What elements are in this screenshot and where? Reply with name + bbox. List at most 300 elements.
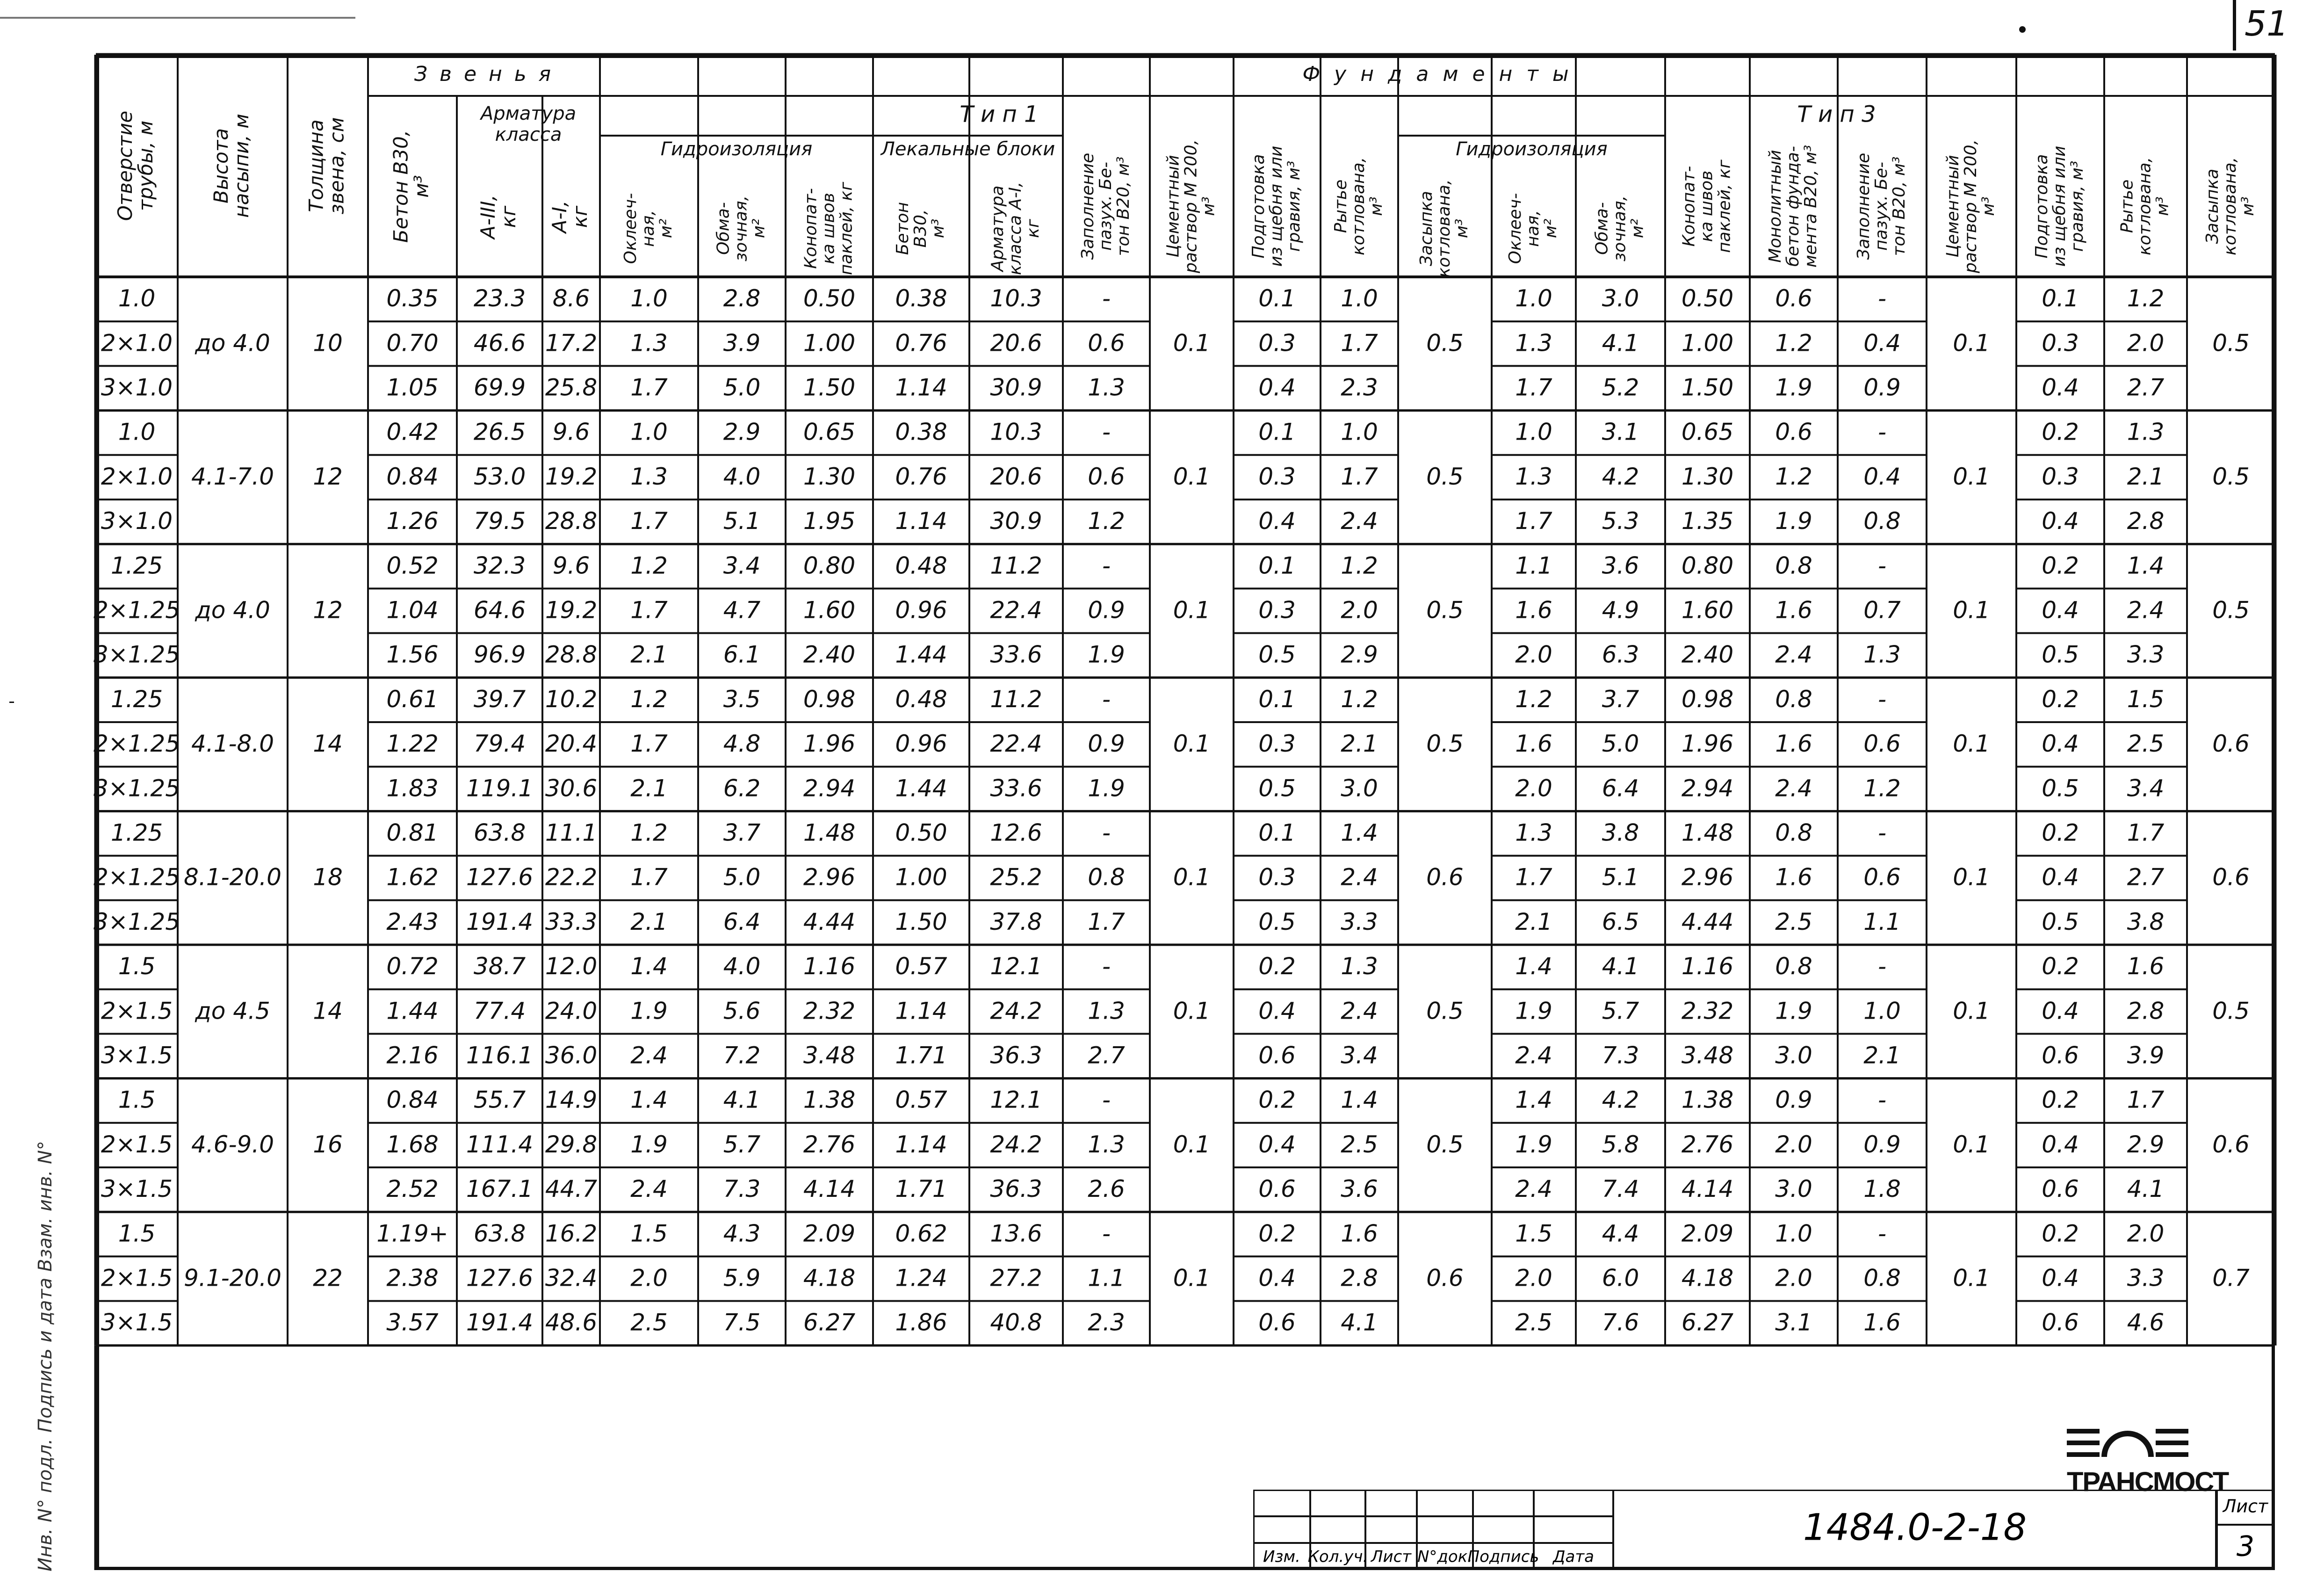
- cell-t1_bet: 0.48: [895, 685, 947, 713]
- cell-t1_ryt: 2.4: [1341, 507, 1378, 535]
- cell-t1_obm: 4.3: [723, 1220, 761, 1247]
- cell-t1_arm: 37.8: [990, 908, 1042, 935]
- cell-t1_ryt: 1.4: [1341, 1086, 1378, 1114]
- cell-t1_ryt: 1.2: [1341, 552, 1378, 579]
- col-header-t3_okl: м²: [1541, 218, 1560, 239]
- cell-t1_zap: -: [1102, 552, 1111, 579]
- cell-t3_ryt: 1.3: [2127, 418, 2165, 446]
- cell-otv: 2×1.25: [93, 596, 180, 624]
- title-label-5: Дата: [1552, 1547, 1595, 1566]
- cell-vys: 4.1-8.0: [191, 730, 274, 758]
- cell-otv: 1.5: [118, 1086, 156, 1114]
- cell-t1_okl: 1.7: [630, 507, 668, 535]
- cell-beton: 3.57: [386, 1309, 439, 1336]
- cell-t3_pod: 0.3: [2042, 463, 2079, 490]
- cell-t1_zap: 0.9: [1088, 730, 1125, 758]
- transmost-logo: [2067, 1415, 2273, 1497]
- cell-t1_bet: 1.00: [895, 863, 947, 891]
- cell-beton: 0.72: [386, 953, 439, 980]
- cell-t3_kon: 4.44: [1681, 908, 1734, 935]
- cell-t3_zap: -: [1877, 685, 1887, 713]
- cell-t1_obm: 4.8: [723, 730, 761, 758]
- cell-t1_bet: 1.14: [895, 1130, 947, 1158]
- col-header-a3: кг: [497, 205, 520, 228]
- col-header-a3: А-III,: [476, 195, 499, 239]
- cell-a3: 63.8: [473, 1220, 526, 1247]
- cell-t1_obm: 4.0: [723, 953, 761, 980]
- cell-t1_arm: 40.8: [990, 1309, 1042, 1336]
- col-header-a1: кг: [569, 205, 592, 228]
- cell-a1: 19.2: [545, 463, 598, 490]
- cell-t3_okl: 1.3: [1515, 819, 1552, 847]
- cell-t1_zap: -: [1102, 285, 1111, 312]
- cell-t1_bet: 0.57: [895, 1086, 947, 1114]
- cell-tol: 14: [313, 997, 343, 1025]
- cell-t3_ryt: 1.6: [2127, 953, 2165, 980]
- col-header-t3_pod: Подготовка: [2032, 154, 2052, 259]
- cell-t1_zap: 2.3: [1088, 1309, 1125, 1336]
- cell-t3_ryt: 2.0: [2127, 1220, 2165, 1247]
- logo-wordmark: ТРАНСМОСТ: [2067, 1467, 2229, 1497]
- cell-t1_pod: 0.1: [1258, 418, 1296, 446]
- cell-a1: 32.4: [545, 1264, 598, 1292]
- cell-t3_obm: 7.4: [1602, 1175, 1639, 1203]
- cell-a3: 64.6: [473, 596, 526, 624]
- cell-a1: 48.6: [545, 1309, 598, 1336]
- cell-a3: 23.3: [473, 285, 526, 312]
- col-header-vys: Высота: [209, 128, 232, 203]
- cell-t3_kon: 0.65: [1681, 418, 1734, 446]
- cell-t1_pod: 0.2: [1258, 953, 1296, 980]
- cell-t1_pod: 0.6: [1258, 1175, 1296, 1203]
- cell-a1: 44.7: [545, 1175, 598, 1203]
- cell-t3_okl: 2.0: [1515, 1264, 1552, 1292]
- cell-tol: 12: [313, 596, 343, 624]
- cell-t3_zap: 0.9: [1863, 1130, 1901, 1158]
- cell-beton: 1.83: [386, 775, 439, 802]
- col-header-otv: трубы, м: [134, 120, 158, 211]
- cell-t1_zap: 0.8: [1088, 863, 1125, 891]
- cell-t1_pod: 0.6: [1258, 1309, 1296, 1336]
- cell-t1_kon: 1.48: [803, 819, 856, 847]
- cell-t1_okl: 1.9: [630, 997, 668, 1025]
- cell-t3_okl: 1.6: [1515, 730, 1552, 758]
- cell-t1_arm: 24.2: [990, 1130, 1042, 1158]
- col-header-t1_arm: Арматура: [988, 185, 1008, 272]
- cell-t3_ryt: 1.2: [2127, 285, 2165, 312]
- cell-t1_bet: 0.76: [895, 329, 947, 357]
- cell-otv: 2×1.5: [101, 1264, 173, 1292]
- col-header-t1_bet: В30,: [911, 209, 930, 248]
- cell-t3_zap: -: [1877, 285, 1887, 312]
- cell-t3_okl: 1.5: [1515, 1220, 1552, 1247]
- cell-t3_mon: 3.0: [1775, 1175, 1812, 1203]
- cell-t3_zap: 1.3: [1863, 641, 1901, 668]
- cell-t3_mon: 1.9: [1775, 997, 1812, 1025]
- cell-t3_kon: 2.96: [1681, 863, 1734, 891]
- cell-beton: 0.61: [386, 685, 439, 713]
- col-header-t1_okl: ная,: [639, 210, 658, 247]
- cell-t3_kon: 3.48: [1681, 1042, 1734, 1069]
- cell-a3: 119.1: [466, 775, 534, 802]
- col-header-t3_zap: тон В20, м³: [1889, 156, 1909, 256]
- cell-t3_kon: 1.60: [1681, 596, 1734, 624]
- col-header-t1_zas: м³: [1452, 218, 1472, 239]
- col-header-t1_obm: м²: [749, 218, 769, 239]
- cell-t1_okl: 1.0: [630, 285, 668, 312]
- cell-t1_okl: 2.4: [630, 1042, 668, 1069]
- cell-t1_bet: 1.71: [895, 1175, 947, 1203]
- col-header-t1_kon: Конопат-: [801, 188, 821, 269]
- cell-t1_ryt: 2.0: [1341, 596, 1378, 624]
- header-lekal: Лекальные блоки: [881, 138, 1055, 160]
- cell-a1: 25.8: [545, 374, 598, 401]
- cell-t1_obm: 2.9: [723, 418, 761, 446]
- cell-t1_ryt: 3.4: [1341, 1042, 1378, 1069]
- cell-beton: 2.16: [386, 1042, 439, 1069]
- cell-t1_pod: 0.5: [1258, 775, 1296, 802]
- cell-t1_bet: 1.86: [895, 1309, 947, 1336]
- cell-t1_okl: 1.7: [630, 730, 668, 758]
- cell-beton: 0.35: [386, 285, 439, 312]
- cell-t1_obm: 5.0: [723, 374, 761, 401]
- cell-t3_zap: -: [1877, 953, 1887, 980]
- cell-t1_obm: 3.7: [723, 819, 761, 847]
- col-header-t1_pod: Подготовка: [1249, 154, 1269, 259]
- cell-t1_bet: 0.38: [895, 285, 947, 312]
- cell-t3_kon: 2.40: [1681, 641, 1734, 668]
- cell-t3_ryt: 2.7: [2127, 374, 2165, 401]
- cell-t3_zap: 2.1: [1863, 1042, 1901, 1069]
- cell-t3_ryt: 2.1: [2127, 463, 2165, 490]
- header-tip3: Т и п 3: [1797, 101, 1876, 128]
- cell-t3_obm: 5.8: [1602, 1130, 1639, 1158]
- cell-beton: 1.68: [386, 1130, 439, 1158]
- cell-t3_pod: 0.6: [2042, 1309, 2079, 1336]
- cell-a1: 36.0: [545, 1042, 598, 1069]
- cell-t3_kon: 2.09: [1681, 1220, 1734, 1247]
- cell-vys: до 4.0: [195, 596, 270, 624]
- cell-t3_obm: 6.5: [1602, 908, 1639, 935]
- cell-t3_ryt: 1.4: [2127, 552, 2165, 579]
- cell-t3_mon: 0.6: [1775, 285, 1812, 312]
- cell-t3_obm: 3.7: [1602, 685, 1639, 713]
- cell-t1_okl: 1.7: [630, 596, 668, 624]
- cell-t3_mon: 0.9: [1775, 1086, 1812, 1114]
- title-label-4: Подпись: [1467, 1547, 1539, 1566]
- cell-a3: 26.5: [473, 418, 526, 446]
- cell-t1_pod: 0.4: [1258, 374, 1296, 401]
- cell-t1_kon: 1.96: [803, 730, 856, 758]
- cell-t3_okl: 1.0: [1515, 285, 1552, 312]
- col-header-t3_mon: бетон фунда-: [1783, 146, 1803, 267]
- cell-t3_ryt: 2.0: [2127, 329, 2165, 357]
- cell-t3_obm: 3.0: [1602, 285, 1639, 312]
- cell-t1_zap: 1.3: [1088, 374, 1125, 401]
- col-header-t1_kon: ка швов: [819, 193, 838, 264]
- cell-t3_ryt: 3.3: [2127, 1264, 2165, 1292]
- title-label-1: Кол.уч.: [1307, 1547, 1368, 1566]
- cell-t1_zap: 1.1: [1088, 1264, 1125, 1292]
- cell-t3_kon: 1.38: [1681, 1086, 1734, 1114]
- cell-t1_okl: 2.0: [630, 1264, 668, 1292]
- col-header-t1_obm: Обма-: [714, 202, 733, 255]
- col-header-t1_cem: раствор М 200,: [1181, 139, 1201, 273]
- cell-t3_kon: 1.00: [1681, 329, 1734, 357]
- cell-t1_cem: 0.1: [1173, 596, 1211, 624]
- cell-t3_pod: 0.2: [2042, 685, 2079, 713]
- cell-t3_pod: 0.3: [2042, 329, 2079, 357]
- col-header-t1_bet: м³: [928, 218, 948, 239]
- cell-a1: 30.6: [545, 775, 598, 802]
- cell-t3_ryt: 4.6: [2127, 1309, 2165, 1336]
- cell-t3_ryt: 3.9: [2127, 1042, 2165, 1069]
- cell-t1_okl: 1.5: [630, 1220, 668, 1247]
- col-header-t3_cem: м³: [1978, 196, 1998, 216]
- cell-t3_pod: 0.6: [2042, 1175, 2079, 1203]
- cell-t1_kon: 1.60: [803, 596, 856, 624]
- cell-t1_bet: 0.38: [895, 418, 947, 446]
- col-header-tol: Толщина: [304, 119, 328, 212]
- cell-t3_obm: 6.3: [1602, 641, 1639, 668]
- cell-beton: 0.70: [386, 329, 439, 357]
- cell-t1_kon: 4.44: [803, 908, 856, 935]
- cell-t3_ryt: 2.8: [2127, 997, 2165, 1025]
- cell-a3: 127.6: [466, 1264, 534, 1292]
- cell-t1_arm: 30.9: [990, 507, 1042, 535]
- cell-t3_ryt: 1.7: [2127, 1086, 2165, 1114]
- cell-t3_mon: 3.0: [1775, 1042, 1812, 1069]
- cell-a1: 16.2: [545, 1220, 598, 1247]
- cell-t1_pod: 0.4: [1258, 507, 1296, 535]
- cell-t1_bet: 0.76: [895, 463, 947, 490]
- cell-t1_arm: 33.6: [990, 775, 1042, 802]
- cell-t1_kon: 2.96: [803, 863, 856, 891]
- cell-t1_bet: 0.48: [895, 552, 947, 579]
- cell-t3_zas: 0.5: [2212, 596, 2250, 624]
- cell-t3_mon: 1.6: [1775, 596, 1812, 624]
- cell-t1_ryt: 2.3: [1341, 374, 1378, 401]
- cell-a1: 33.3: [545, 908, 598, 935]
- cell-a1: 20.4: [545, 730, 598, 758]
- cell-t1_okl: 1.2: [630, 552, 668, 579]
- cell-a3: 191.4: [466, 908, 534, 935]
- cell-otv: 2×1.25: [93, 730, 180, 758]
- cell-t1_zap: -: [1102, 819, 1111, 847]
- cell-t3_zap: 0.7: [1863, 596, 1901, 624]
- cell-t1_bet: 0.50: [895, 819, 947, 847]
- cell-otv: 1.25: [110, 819, 163, 847]
- cell-t3_kon: 0.50: [1681, 285, 1734, 312]
- cell-t3_kon: 0.98: [1681, 685, 1734, 713]
- cell-t1_zas: 0.6: [1426, 863, 1464, 891]
- cell-t1_obm: 5.7: [723, 1130, 761, 1158]
- cell-vys: 4.1-7.0: [191, 463, 274, 490]
- cell-t1_kon: 1.38: [803, 1086, 856, 1114]
- cell-t1_obm: 5.0: [723, 863, 761, 891]
- header-armatura: Арматура: [480, 103, 577, 124]
- cell-t1_arm: 10.3: [990, 285, 1042, 312]
- cell-t1_arm: 12.1: [990, 1086, 1042, 1114]
- cell-otv: 2×1.5: [101, 997, 173, 1025]
- cell-t1_arm: 11.2: [990, 685, 1042, 713]
- cell-t3_obm: 3.8: [1602, 819, 1639, 847]
- cell-a1: 10.2: [545, 685, 598, 713]
- cell-a1: 11.1: [545, 819, 598, 847]
- cell-t1_zap: 1.3: [1088, 1130, 1125, 1158]
- cell-t3_okl: 1.6: [1515, 596, 1552, 624]
- cell-t1_zap: -: [1102, 418, 1111, 446]
- cell-t1_arm: 12.1: [990, 953, 1042, 980]
- cell-beton: 1.26: [386, 507, 439, 535]
- cell-t3_kon: 4.14: [1681, 1175, 1734, 1203]
- cell-a1: 8.6: [552, 285, 590, 312]
- cell-a3: 96.9: [473, 641, 526, 668]
- cell-t1_obm: 7.3: [723, 1175, 761, 1203]
- cell-a3: 46.6: [473, 329, 526, 357]
- cell-beton: 0.42: [386, 418, 439, 446]
- cell-t3_obm: 4.1: [1602, 953, 1639, 980]
- cell-t3_okl: 2.4: [1515, 1042, 1552, 1069]
- cell-t3_kon: 0.80: [1681, 552, 1734, 579]
- cell-a3: 191.4: [466, 1309, 534, 1336]
- cell-t1_obm: 3.9: [723, 329, 761, 357]
- cell-t1_kon: 2.32: [803, 997, 856, 1025]
- cell-t1_cem: 0.1: [1173, 863, 1211, 891]
- cell-t3_zap: -: [1877, 418, 1887, 446]
- cell-t3_obm: 3.1: [1602, 418, 1639, 446]
- cell-t3_okl: 1.4: [1515, 953, 1552, 980]
- col-header-otv: Отверстие: [113, 110, 137, 221]
- cell-a1: 19.2: [545, 596, 598, 624]
- cell-t3_zas: 0.5: [2212, 463, 2250, 490]
- cell-a1: 24.0: [545, 997, 598, 1025]
- cell-a3: 79.4: [473, 730, 526, 758]
- cell-t3_mon: 1.9: [1775, 507, 1812, 535]
- cell-t3_mon: 1.9: [1775, 374, 1812, 401]
- cell-t3_okl: 1.9: [1515, 1130, 1552, 1158]
- cell-otv: 3×1.5: [101, 1309, 173, 1336]
- cell-t1_kon: 2.94: [803, 775, 856, 802]
- cell-t1_arm: 36.3: [990, 1042, 1042, 1069]
- col-header-t3_ryt: м³: [2153, 196, 2172, 216]
- cell-t3_cem: 0.1: [1953, 1264, 1990, 1292]
- cell-otv: 3×1.0: [101, 507, 173, 535]
- cell-t1_obm: 4.7: [723, 596, 761, 624]
- sheet-number: 3: [2236, 1530, 2255, 1563]
- cell-t1_zas: 0.5: [1426, 596, 1464, 624]
- cell-t1_bet: 1.24: [895, 1264, 947, 1292]
- cell-t1_arm: 24.2: [990, 997, 1042, 1025]
- cell-t3_obm: 6.0: [1602, 1264, 1639, 1292]
- cell-t1_kon: 0.98: [803, 685, 856, 713]
- cell-t3_mon: 0.8: [1775, 685, 1812, 713]
- cell-t3_kon: 1.30: [1681, 463, 1734, 490]
- cell-t3_ryt: 1.5: [2127, 685, 2165, 713]
- cell-t3_pod: 0.1: [2042, 285, 2079, 312]
- cell-t1_kon: 0.50: [803, 285, 856, 312]
- cell-t1_bet: 1.14: [895, 507, 947, 535]
- cell-t3_pod: 0.2: [2042, 1220, 2079, 1247]
- cell-t3_pod: 0.4: [2042, 374, 2079, 401]
- cell-t1_kon: 2.09: [803, 1220, 856, 1247]
- cell-t3_kon: 6.27: [1681, 1309, 1734, 1336]
- cell-t3_mon: 1.2: [1775, 463, 1812, 490]
- cell-a1: 17.2: [545, 329, 598, 357]
- cell-a3: 127.6: [466, 863, 534, 891]
- cell-t1_ryt: 2.1: [1341, 730, 1378, 758]
- cell-t1_pod: 0.3: [1258, 329, 1296, 357]
- cell-t3_ryt: 4.1: [2127, 1175, 2165, 1203]
- cell-t3_okl: 1.3: [1515, 329, 1552, 357]
- cell-t1_obm: 6.4: [723, 908, 761, 935]
- cell-t1_zap: 0.6: [1088, 463, 1125, 490]
- cell-t1_ryt: 1.0: [1341, 285, 1378, 312]
- cell-t1_arm: 13.6: [990, 1220, 1042, 1247]
- cell-t1_obm: 3.5: [723, 685, 761, 713]
- cell-otv: 3×1.25: [93, 775, 180, 802]
- cell-t1_arm: 27.2: [990, 1264, 1042, 1292]
- cell-t3_okl: 1.2: [1515, 685, 1552, 713]
- cell-t1_zap: 1.7: [1088, 908, 1125, 935]
- col-header-t1_cem: м³: [1199, 196, 1219, 216]
- cell-t1_zap: 1.3: [1088, 997, 1125, 1025]
- col-header-t3_kon: Конопат-: [1679, 166, 1699, 247]
- cell-t3_pod: 0.4: [2042, 863, 2079, 891]
- header-zvenya: З в е н ь я: [414, 62, 554, 86]
- cell-otv: 1.25: [110, 685, 163, 713]
- cell-t1_arm: 20.6: [990, 329, 1042, 357]
- cell-t1_okl: 1.2: [630, 685, 668, 713]
- cell-t3_cem: 0.1: [1953, 730, 1990, 758]
- cell-t3_pod: 0.4: [2042, 997, 2079, 1025]
- cell-t1_bet: 1.14: [895, 997, 947, 1025]
- cell-t3_pod: 0.4: [2042, 507, 2079, 535]
- cell-t1_zap: -: [1102, 953, 1111, 980]
- cell-t3_okl: 1.7: [1515, 863, 1552, 891]
- cell-t1_arm: 25.2: [990, 863, 1042, 891]
- cell-a1: 28.8: [545, 507, 598, 535]
- doc-number: 1484.0-2-18: [1803, 1506, 2027, 1549]
- header-tip1: Т и п 1: [960, 101, 1039, 128]
- cell-otv: 1.0: [118, 418, 156, 446]
- col-header-t1_bet: Бетон: [893, 202, 913, 255]
- cell-otv: 1.0: [118, 285, 156, 312]
- cell-t1_ryt: 3.6: [1341, 1175, 1378, 1203]
- cell-otv: 1.5: [118, 953, 156, 980]
- cell-otv: 3×1.5: [101, 1042, 173, 1069]
- cell-vys: до 4.5: [195, 997, 270, 1025]
- cell-t1_zas: 0.5: [1426, 463, 1464, 490]
- cell-t3_zap: 1.1: [1863, 908, 1901, 935]
- cell-t1_okl: 1.7: [630, 863, 668, 891]
- cell-t1_ryt: 3.3: [1341, 908, 1378, 935]
- cell-a1: 14.9: [545, 1086, 598, 1114]
- cell-t3_pod: 0.4: [2042, 1264, 2079, 1292]
- cell-a1: 12.0: [545, 953, 598, 980]
- cell-t3_zap: 0.6: [1863, 730, 1901, 758]
- cell-t1_obm: 7.5: [723, 1309, 761, 1336]
- cell-t1_bet: 1.50: [895, 908, 947, 935]
- cell-t1_zas: 0.5: [1426, 730, 1464, 758]
- cell-t3_pod: 0.6: [2042, 1042, 2079, 1069]
- cell-t3_cem: 0.1: [1953, 463, 1990, 490]
- cell-t1_zas: 0.6: [1426, 1264, 1464, 1292]
- col-header-t3_zap: пазух. Бе-: [1872, 161, 1891, 251]
- binding-stamp-text: Инв. N° подл. Подпись и дата Взам. инв. N°: [35, 1141, 56, 1571]
- cell-t1_okl: 1.4: [630, 1086, 668, 1114]
- cell-t3_pod: 0.5: [2042, 775, 2079, 802]
